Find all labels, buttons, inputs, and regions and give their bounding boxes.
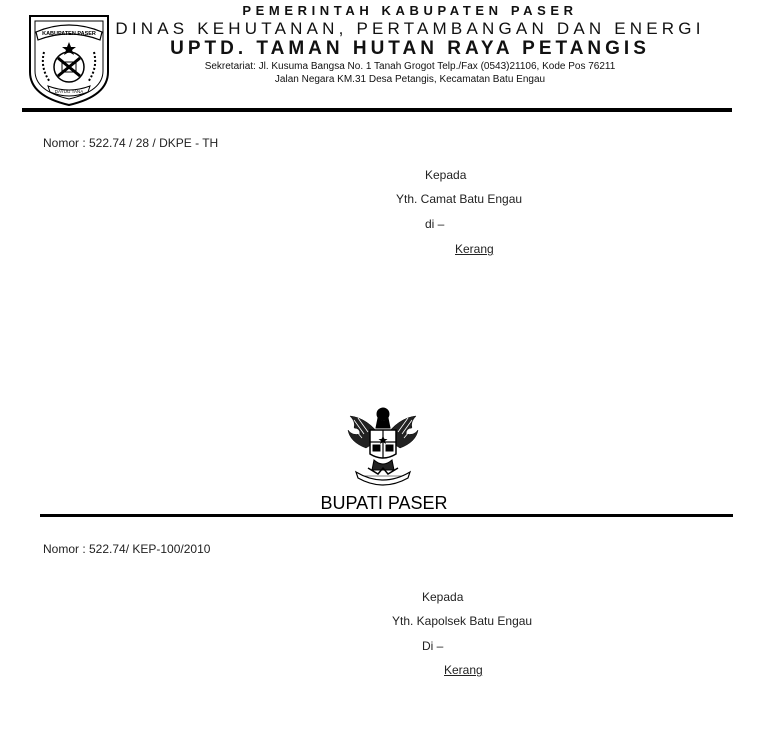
letter2-di: Di – xyxy=(422,639,444,653)
letter1-kepada: Kepada xyxy=(425,168,467,182)
letter2-nomor: Nomor : 522.74/ KEP-100/2010 xyxy=(43,542,211,556)
letter1-place: Kerang xyxy=(455,242,494,256)
letter2-kepada: Kepada xyxy=(422,590,464,604)
letterhead-divider xyxy=(22,108,732,112)
header-address-2: Jalan Negara KM.31 Desa Petangis, Kecamatan Batu Engau xyxy=(274,74,546,85)
garuda-emblem xyxy=(338,398,428,490)
header-address-1: Sekretariat: Jl. Kusuma Bangsa No. 1 Tanah Grogot Telp./Fax (0543)21106, Kode Pos 76211 xyxy=(204,61,616,72)
bupati-divider xyxy=(40,514,733,517)
emblem-banner-text: KABUPATEN PASER xyxy=(42,31,96,37)
bupati-heading: BUPATI PASER xyxy=(320,493,448,513)
header-line-unit: UPTD. TAMAN HUTAN RAYA PETANGIS xyxy=(170,38,650,59)
letter1-recipient: Yth. Camat Batu Engau xyxy=(396,192,523,206)
letter2-recipient: Yth. Kapolsek Batu Engau xyxy=(392,614,533,628)
header-line-government: PEMERINTAH KABUPATEN PASER xyxy=(242,3,578,18)
letter2-place: Kerang xyxy=(444,663,483,677)
emblem-footer-text: DAYUG TANA xyxy=(54,89,84,94)
letter1-nomor: Nomor : 522.74 / 28 / DKPE - TH xyxy=(43,136,219,150)
letter1-di: di – xyxy=(425,217,445,231)
header-line-agency: DINAS KEHUTANAN, PERTAMBANGAN DAN ENERGI xyxy=(115,19,705,38)
